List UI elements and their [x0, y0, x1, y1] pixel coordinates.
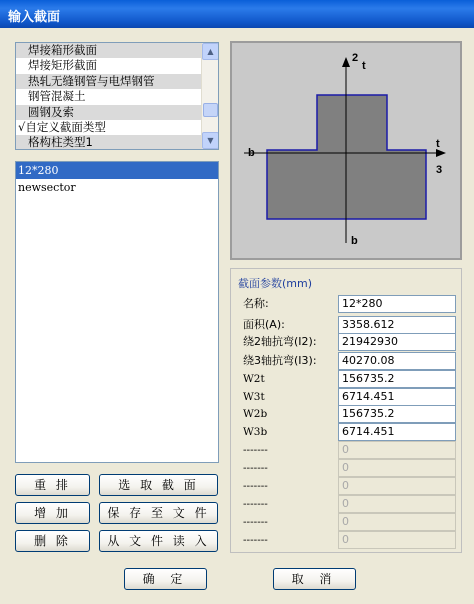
axis-2-arrow-icon: [342, 57, 350, 67]
section-drawing: [232, 43, 460, 258]
rearrange-button[interactable]: 重 排: [15, 474, 90, 496]
param-field-disabled: 0: [338, 459, 456, 477]
section-list-item-selected[interactable]: 12*280: [16, 162, 218, 179]
param-label-w3b: W3b: [243, 426, 268, 438]
top-t-label: t: [362, 60, 366, 72]
section-type-item[interactable]: 格构柱类型1: [16, 135, 202, 150]
param-field-disabled: 0: [338, 477, 456, 495]
section-params-title: 截面参数(mm): [238, 277, 313, 290]
section-type-item[interactable]: 圆钢及索: [16, 105, 202, 120]
ok-button[interactable]: 确 定: [124, 568, 207, 590]
param-field-w3b[interactable]: 6714.451: [338, 423, 456, 441]
axis-3-label: 3: [436, 164, 443, 176]
axis-2-label: 2: [352, 52, 359, 64]
left-b-label: b: [248, 147, 255, 159]
add-button[interactable]: 增 加: [15, 502, 90, 524]
section-type-item[interactable]: 钢管混凝土: [28, 89, 86, 104]
param-field-disabled: 0: [338, 441, 456, 459]
param-label-w2b: W2b: [243, 408, 268, 420]
param-field-w2b[interactable]: 156735.2: [338, 405, 456, 423]
param-field-disabled: 0: [338, 495, 456, 513]
param-label-empty: -------: [243, 480, 268, 492]
section-preview: [230, 41, 462, 260]
param-label-empty: -------: [243, 534, 268, 546]
section-list-item[interactable]: newsector: [18, 181, 76, 194]
section-type-item[interactable]: 焊接矩形截面: [28, 58, 97, 73]
param-field-disabled: 0: [338, 531, 456, 549]
param-field-i2[interactable]: 21942930: [338, 333, 456, 351]
param-field-w2t[interactable]: 156735.2: [338, 370, 456, 388]
param-label-i2: 绕2轴抗弯(I2):: [243, 335, 317, 348]
param-label-empty: -------: [243, 498, 268, 510]
param-label-empty: -------: [243, 444, 268, 456]
param-label-w3t: W3t: [243, 391, 265, 403]
param-label-name: 名称:: [243, 297, 269, 310]
param-field-disabled: 0: [338, 513, 456, 531]
param-field-i3[interactable]: 40270.08: [338, 352, 456, 370]
section-type-scrollbar[interactable]: [201, 43, 218, 149]
right-t-label: t: [436, 138, 440, 150]
section-list[interactable]: [15, 161, 219, 463]
param-label-w2t: W2t: [243, 373, 265, 385]
delete-button[interactable]: 删 除: [15, 530, 90, 552]
read-from-file-button[interactable]: 从 文 件 读 入: [99, 530, 218, 552]
axis-3-arrow-icon: [436, 149, 446, 157]
section-type-list[interactable]: [15, 42, 219, 150]
scroll-thumb[interactable]: [203, 103, 218, 117]
param-label-area: 面积(A):: [243, 318, 285, 331]
window-title: 输入截面: [8, 10, 61, 25]
param-field-w3t[interactable]: 6714.451: [338, 388, 456, 406]
scroll-up-icon[interactable]: ▲: [202, 43, 219, 60]
param-label-empty: -------: [243, 462, 268, 474]
window-title-bar: [0, 0, 474, 28]
section-type-item[interactable]: 焊接箱形截面: [16, 43, 202, 58]
cancel-button[interactable]: 取 消: [273, 568, 356, 590]
scroll-down-icon[interactable]: ▼: [202, 132, 219, 149]
save-to-file-button[interactable]: 保 存 至 文 件: [99, 502, 218, 524]
bottom-b-label: b: [351, 235, 358, 247]
section-type-item-selected[interactable]: √自定义截面类型: [16, 120, 202, 135]
param-field-area[interactable]: 3358.612: [338, 316, 456, 334]
select-section-button[interactable]: 选 取 截 面: [99, 474, 218, 496]
param-field-name[interactable]: 12*280: [338, 295, 456, 313]
param-label-empty: -------: [243, 516, 268, 528]
param-label-i3: 绕3轴抗弯(I3):: [243, 354, 317, 367]
section-type-item[interactable]: 热轧无缝钢管与电焊钢管: [16, 74, 202, 89]
